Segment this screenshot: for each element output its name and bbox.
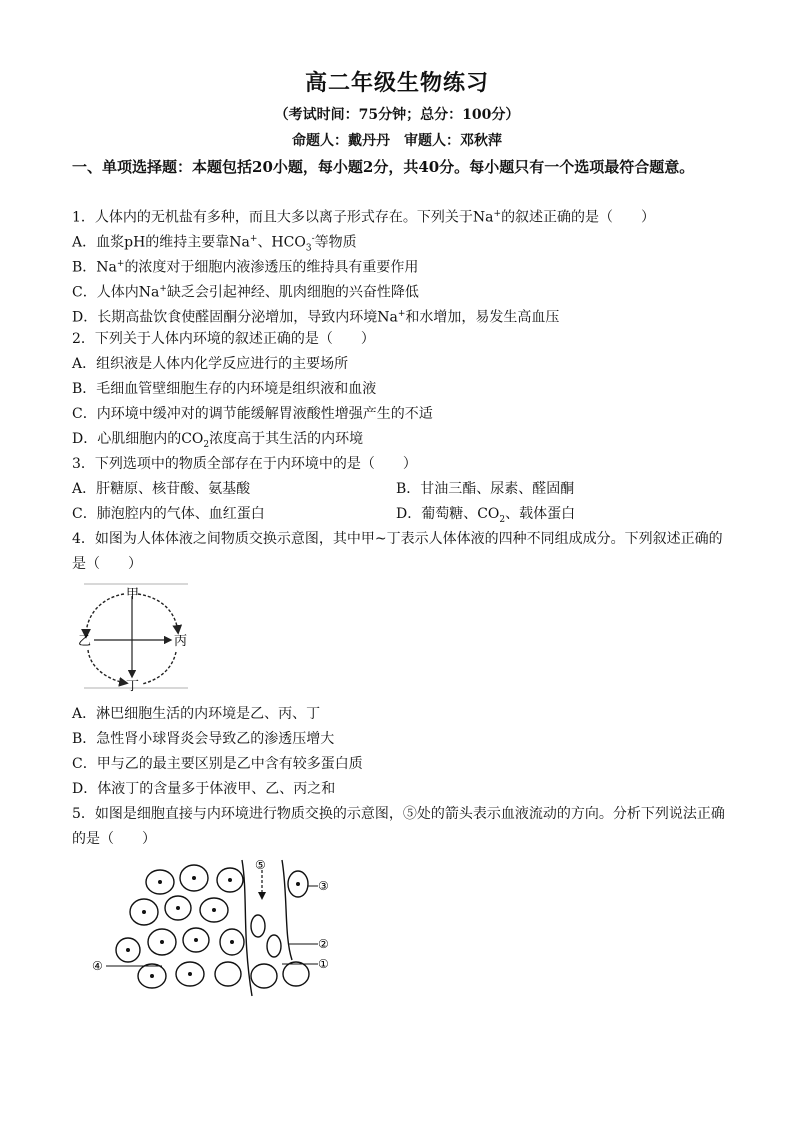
q4-option-c: C．甲与乙的最主要区别是乙中含有较多蛋白质 bbox=[72, 756, 363, 772]
cell bbox=[251, 964, 277, 988]
q4-arrow-right-bottom bbox=[142, 652, 176, 684]
q4-fluid-exchange-diagram bbox=[76, 580, 196, 695]
q3-options-row1 bbox=[72, 480, 732, 498]
nucleus bbox=[142, 910, 146, 914]
q2-option-d: D．心肌细胞内的$CO_2$浓度高于其生活的内环境 bbox=[72, 431, 364, 450]
q5-label-1: ① bbox=[318, 957, 329, 971]
nucleus bbox=[194, 938, 198, 942]
q1-option-a: A．血浆pH的维持主要靠Na+、$HCO_3^-$等物质 bbox=[72, 234, 357, 254]
blood-cell bbox=[251, 915, 265, 937]
nucleus bbox=[158, 880, 162, 884]
q4-stem: 4．如图为人体体液之间物质交换示意图，其中甲~丁表示人体体液的四种不同组成成分。下列叙述正确的是（ ） bbox=[72, 531, 723, 572]
q3-option-b: B．甘油三酯、尿素、醛固酮 bbox=[396, 481, 575, 497]
q2-option-a: A．组织液是人体内化学反应进行的主要场所 bbox=[72, 356, 349, 372]
q2-stem: 2．下列关于人体内环境的叙述正确的是（ ） bbox=[72, 331, 375, 347]
q5-stem: 5．如图是细胞直接与内环境进行物质交换的示意图，⑤处的箭头表示血液流动的方向。分析下列说法正确的是（ ） bbox=[72, 806, 725, 847]
q3-stem: 3．下列选项中的物质全部存在于内环境中的是（ ） bbox=[72, 456, 417, 472]
q5-cell-exchange-diagram bbox=[92, 856, 340, 1006]
exam-info: （考试时间：75分钟；总分：100分） bbox=[274, 107, 520, 123]
q4-arrow-left-bottom bbox=[88, 650, 126, 683]
section-heading: 一、单项选择题：本题包括20小题，每小题2分，共40分。每小题只有一个选项最符合题意。 bbox=[72, 158, 695, 176]
q1-stem: 1．人体内的无机盐有多种，而且大多以离子形式存在。下列关于Na+的叙述正确的是（ ） bbox=[72, 209, 656, 226]
q3-options-row2 bbox=[72, 505, 732, 523]
cell bbox=[215, 962, 241, 986]
blood-cell bbox=[267, 935, 281, 957]
q5-tissue-cells bbox=[116, 865, 309, 988]
q4-label-top: 甲 bbox=[126, 587, 140, 602]
q5-label-4: ④ bbox=[92, 959, 103, 973]
q1-option-b: B．Na+的浓度对于细胞内液渗透压的维持具有重要作用 bbox=[72, 259, 419, 276]
nucleus bbox=[176, 906, 180, 910]
q4-arrow-top-left bbox=[86, 594, 124, 636]
nucleus bbox=[126, 948, 130, 952]
cell bbox=[283, 962, 309, 986]
q3-option-c: C．肺泡腔内的气体、血红蛋白 bbox=[72, 506, 265, 522]
q1-option-d: D．长期高盐饮食使醛固酮分泌增加，导致内环境Na+和水增加，易发生高血压 bbox=[72, 309, 560, 326]
q4-label-left: 乙 bbox=[78, 634, 92, 649]
q5-label-2: ② bbox=[318, 937, 329, 951]
nucleus bbox=[188, 972, 192, 976]
q4-option-a: A．淋巴细胞生活的内环境是乙、丙、丁 bbox=[72, 706, 321, 722]
q4-arrow-top-right bbox=[138, 594, 178, 632]
nucleus bbox=[212, 908, 216, 912]
nucleus bbox=[296, 882, 300, 886]
exam-authors: 命题人：戴丹丹 审题人：邓秋萍 bbox=[292, 133, 502, 149]
q2-option-b: B．毛细血管壁细胞生存的内环境是组织液和血液 bbox=[72, 381, 377, 397]
q3-option-a: A．肝糖原、核苷酸、氨基酸 bbox=[72, 481, 251, 497]
nucleus bbox=[150, 974, 154, 978]
q4-option-b: B．急性肾小球肾炎会导致乙的渗透压增大 bbox=[72, 731, 335, 747]
nucleus bbox=[160, 940, 164, 944]
page-title: 高二年级生物练习 bbox=[304, 71, 489, 96]
nucleus bbox=[228, 878, 232, 882]
q1-option-c: C．人体内Na+缺乏会引起神经、肌肉细胞的兴奋性降低 bbox=[72, 284, 419, 301]
q4-option-d: D．体液丁的含量多于体液甲、乙、丙之和 bbox=[72, 781, 336, 797]
nucleus bbox=[230, 940, 234, 944]
q5-label-3: ③ bbox=[318, 879, 329, 893]
nucleus bbox=[192, 876, 196, 880]
q2-option-c: C．内环境中缓冲对的调节能缓解胃液酸性增强产生的不适 bbox=[72, 406, 433, 422]
q4-label-bottom: 丁 bbox=[126, 679, 140, 694]
q5-blood-flow-arrowhead bbox=[258, 892, 266, 900]
q3-option-d: D．葡萄糖、$CO_2$、载体蛋白 bbox=[396, 506, 576, 525]
q5-label-5: ⑤ bbox=[255, 858, 266, 872]
q4-label-right: 丙 bbox=[174, 634, 188, 649]
